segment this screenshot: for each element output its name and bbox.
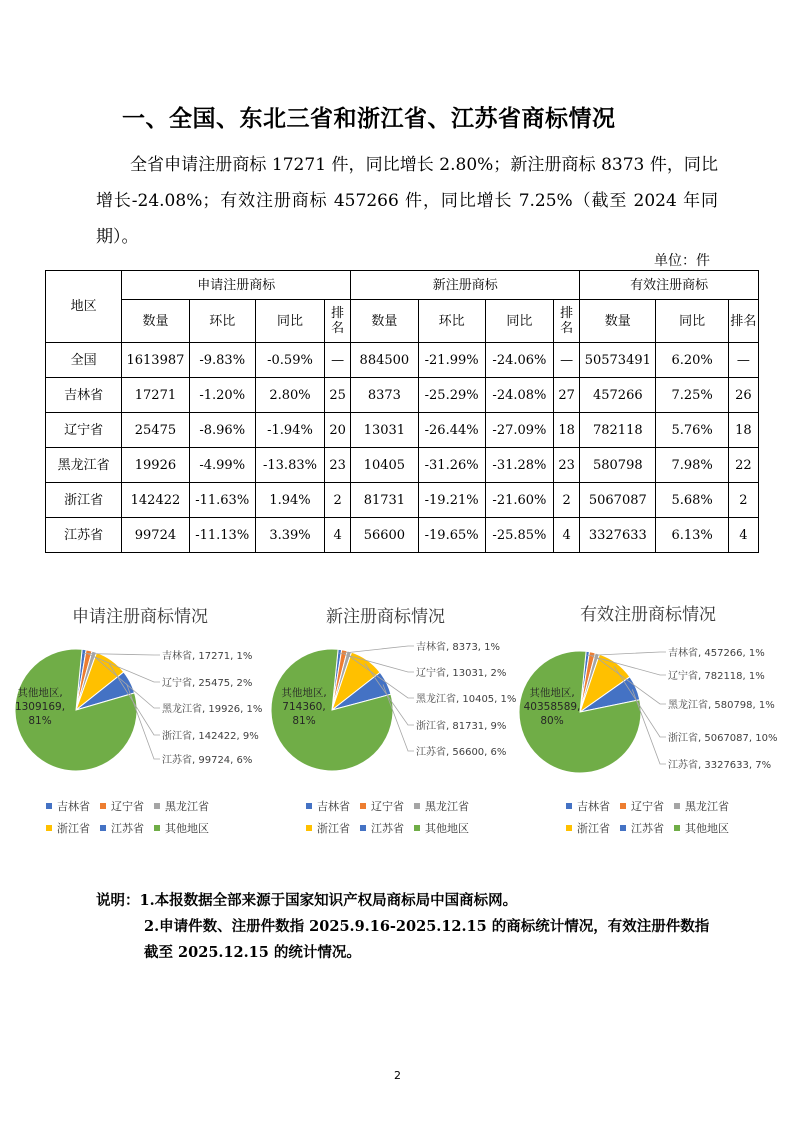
table-cell: — (554, 343, 580, 378)
legend-label: 吉林省 (317, 800, 350, 813)
table-cell: -24.08% (485, 378, 553, 413)
legend-swatch (306, 825, 312, 831)
col-header: 数量 (351, 300, 418, 343)
table-cell: 2 (325, 483, 351, 518)
col-header: 同比 (485, 300, 553, 343)
legend-swatch (414, 825, 420, 831)
legend-item (620, 798, 664, 814)
region-cell: 辽宁省 (46, 413, 122, 448)
table-cell: -1.94% (255, 413, 324, 448)
legend-item (360, 820, 404, 836)
table-cell: 457266 (580, 378, 656, 413)
table-cell: 884500 (351, 343, 418, 378)
table-cell: 7.98% (656, 448, 728, 483)
data-label: 江苏省, 56600, 6% (416, 745, 506, 758)
data-label: 黑龙江省, 580798, 1% (668, 698, 775, 711)
region-header: 地区 (46, 271, 122, 343)
table-cell: -19.21% (418, 483, 485, 518)
table-cell: 6.20% (656, 343, 728, 378)
table-cell: 10405 (351, 448, 418, 483)
unit-label: 单位：件 (654, 250, 710, 270)
table-cell: -13.83% (255, 448, 324, 483)
legend-label: 浙江省 (57, 822, 90, 835)
legend-label: 其他地区 (165, 822, 209, 835)
table-cell: -21.99% (418, 343, 485, 378)
table-cell: 17271 (122, 378, 189, 413)
legend-item (46, 820, 90, 836)
legend-item (414, 820, 469, 836)
pie-chart-new (254, 630, 524, 790)
table-cell: -11.63% (189, 483, 255, 518)
legend-label: 其他地区 (425, 822, 469, 835)
table-cell: 782118 (580, 413, 656, 448)
legend-label: 江苏省 (371, 822, 404, 835)
table-cell: -27.09% (485, 413, 553, 448)
table-cell: 13031 (351, 413, 418, 448)
chart-title-new: 新注册商标情况 (326, 602, 445, 627)
legend-label: 辽宁省 (631, 800, 664, 813)
legend-swatch (674, 803, 680, 809)
data-label: 江苏省, 99724, 6% (162, 753, 252, 766)
table-cell: 5.76% (656, 413, 728, 448)
data-label: 吉林省, 17271, 1% (162, 649, 252, 662)
table-cell: -9.83% (189, 343, 255, 378)
data-label-other: 714360, (282, 701, 325, 713)
legend-swatch (566, 825, 572, 831)
table-cell: 4 (554, 518, 580, 553)
data-label: 辽宁省, 13031, 2% (416, 666, 506, 679)
table-cell: -24.06% (485, 343, 553, 378)
data-label: 吉林省, 8373, 1% (416, 640, 500, 653)
legend-item (674, 798, 729, 814)
table-cell: 1613987 (122, 343, 189, 378)
legend-label: 吉林省 (577, 800, 610, 813)
legend-new (306, 798, 479, 842)
table-cell: 6.13% (656, 518, 728, 553)
legend-item (46, 798, 90, 814)
table-cell: 1.94% (255, 483, 324, 518)
table-cell: 20 (325, 413, 351, 448)
table-cell: -31.28% (485, 448, 553, 483)
table-cell: 580798 (580, 448, 656, 483)
note-line-1: 说明：1.本报数据全部来源于国家知识产权局商标局中国商标网。 (96, 888, 709, 914)
pie-chart-valid (508, 630, 794, 790)
table-cell: — (325, 343, 351, 378)
table-cell: 26 (728, 378, 758, 413)
table-cell: 5067087 (580, 483, 656, 518)
legend-swatch (674, 825, 680, 831)
data-label-other: 81% (28, 715, 51, 727)
table-cell: 19926 (122, 448, 189, 483)
summary-paragraph: 全省申请注册商标 17271 件，同比增长 2.80%；新注册商标 8373 件，同比增长-24.08%；有效注册商标 457266 件，同比增长 7.25%（截至 2024 年同期）。 (96, 147, 718, 255)
chart-title-valid: 有效注册商标情况 (580, 600, 716, 625)
col-header: 排名 (728, 300, 758, 343)
data-label: 辽宁省, 25475, 2% (162, 676, 252, 689)
table-cell: 50573491 (580, 343, 656, 378)
table-row (46, 413, 759, 448)
table-cell: -31.26% (418, 448, 485, 483)
data-label-other: 1309169, (15, 701, 65, 713)
legend-label: 吉林省 (57, 800, 90, 813)
table-cell: 4 (325, 518, 351, 553)
table-cell: 22 (728, 448, 758, 483)
legend-label: 辽宁省 (111, 800, 144, 813)
table-cell: -4.99% (189, 448, 255, 483)
table-cell: 4 (728, 518, 758, 553)
table-row (46, 448, 759, 483)
table-cell: -0.59% (255, 343, 324, 378)
legend-swatch (360, 803, 366, 809)
col-header: 同比 (656, 300, 728, 343)
table-cell: 23 (554, 448, 580, 483)
note-line-3: 截至 2025.12.15 的统计情况。 (96, 940, 709, 966)
data-label-other: 40358589, (524, 701, 581, 713)
data-label: 浙江省, 81731, 9% (416, 719, 506, 732)
data-label: 江苏省, 3327633, 7% (668, 758, 771, 771)
legend-swatch (46, 825, 52, 831)
region-cell: 江苏省 (46, 518, 122, 553)
legend-item (100, 798, 144, 814)
table-cell: 142422 (122, 483, 189, 518)
region-cell: 全国 (46, 343, 122, 378)
col-header: 排名 (325, 300, 351, 343)
legend-item (100, 820, 144, 836)
table-cell: 5.68% (656, 483, 728, 518)
table-cell: -11.13% (189, 518, 255, 553)
table-row (46, 343, 759, 378)
legend-item (674, 820, 729, 836)
leader-line (339, 646, 414, 654)
table-cell: -25.29% (418, 378, 485, 413)
table-cell: -25.85% (485, 518, 553, 553)
legend-swatch (46, 803, 52, 809)
col-header: 环比 (189, 300, 255, 343)
notes (96, 888, 709, 966)
chart-title-apply: 申请注册商标情况 (72, 602, 208, 627)
table-cell: 81731 (351, 483, 418, 518)
legend-swatch (100, 825, 106, 831)
table-cell: 3327633 (580, 518, 656, 553)
table-cell: 23 (325, 448, 351, 483)
legend-item (414, 798, 469, 814)
data-label: 浙江省, 5067087, 10% (668, 731, 777, 744)
region-cell: 吉林省 (46, 378, 122, 413)
table-cell: -8.96% (189, 413, 255, 448)
apply-group-header: 申请注册商标 (122, 271, 351, 300)
col-header: 数量 (580, 300, 656, 343)
legend-swatch (360, 825, 366, 831)
col-header: 同比 (255, 300, 324, 343)
data-label-other: 其他地区, (17, 686, 62, 699)
note-line-2: 2.申请件数、注册件数指 2025.9.16-2025.12.15 的商标统计情况，有效注册件数指 (96, 914, 709, 940)
legend-label: 江苏省 (111, 822, 144, 835)
legend-label: 浙江省 (317, 822, 350, 835)
legend-label: 黑龙江省 (685, 800, 729, 813)
region-cell: 浙江省 (46, 483, 122, 518)
legend-item (154, 820, 209, 836)
table-cell: -26.44% (418, 413, 485, 448)
col-header: 环比 (418, 300, 485, 343)
table-cell: 2 (728, 483, 758, 518)
data-label: 吉林省, 457266, 1% (668, 646, 765, 659)
legend-label: 黑龙江省 (165, 800, 209, 813)
table-cell: 2.80% (255, 378, 324, 413)
table-cell: -1.20% (189, 378, 255, 413)
legend-swatch (306, 803, 312, 809)
table-cell: -21.60% (485, 483, 553, 518)
legend-label: 黑龙江省 (425, 800, 469, 813)
table-cell: 8373 (351, 378, 418, 413)
table-cell: 99724 (122, 518, 189, 553)
valid-group-header: 有效注册商标 (580, 271, 759, 300)
table-cell: -19.65% (418, 518, 485, 553)
legend-item (154, 798, 209, 814)
legend-swatch (620, 825, 626, 831)
pie-chart-apply (0, 630, 270, 790)
data-label: 黑龙江省, 10405, 1% (416, 692, 516, 705)
region-cell: 黑龙江省 (46, 448, 122, 483)
legend-item (306, 820, 350, 836)
section-heading: 一、全国、东北三省和浙江省、江苏省商标情况 (122, 100, 616, 133)
legend-label: 其他地区 (685, 822, 729, 835)
legend-swatch (154, 825, 160, 831)
table-cell: 2 (554, 483, 580, 518)
table-cell: 25475 (122, 413, 189, 448)
data-label-other: 其他地区, (281, 686, 326, 699)
col-header: 排名 (554, 300, 580, 343)
legend-swatch (100, 803, 106, 809)
table-row (46, 518, 759, 553)
legend-item (566, 798, 610, 814)
col-header: 数量 (122, 300, 189, 343)
trademark-table (45, 270, 759, 553)
legend-valid (566, 798, 739, 842)
legend-apply (46, 798, 219, 842)
table-row (46, 378, 759, 413)
legend-item (360, 798, 404, 814)
data-label: 浙江省, 142422, 9% (162, 729, 259, 742)
data-label-other: 其他地区, (529, 686, 574, 699)
new-group-header: 新注册商标 (351, 271, 580, 300)
table-cell: 25 (325, 378, 351, 413)
table-cell: — (728, 343, 758, 378)
legend-item (566, 820, 610, 836)
legend-item (306, 798, 350, 814)
legend-swatch (154, 803, 160, 809)
table-cell: 18 (728, 413, 758, 448)
data-label-other: 80% (540, 715, 563, 727)
table-cell: 3.39% (255, 518, 324, 553)
legend-label: 浙江省 (577, 822, 610, 835)
table-row (46, 483, 759, 518)
data-label-other: 81% (292, 715, 315, 727)
table-cell: 56600 (351, 518, 418, 553)
table-cell: 18 (554, 413, 580, 448)
legend-label: 辽宁省 (371, 800, 404, 813)
data-label: 辽宁省, 782118, 1% (668, 669, 765, 682)
page-number: 2 (394, 1069, 401, 1082)
legend-swatch (620, 803, 626, 809)
legend-swatch (414, 803, 420, 809)
table-cell: 27 (554, 378, 580, 413)
data-label: 黑龙江省, 19926, 1% (162, 702, 262, 715)
legend-swatch (566, 803, 572, 809)
legend-label: 江苏省 (631, 822, 664, 835)
table-cell: 7.25% (656, 378, 728, 413)
legend-item (620, 820, 664, 836)
